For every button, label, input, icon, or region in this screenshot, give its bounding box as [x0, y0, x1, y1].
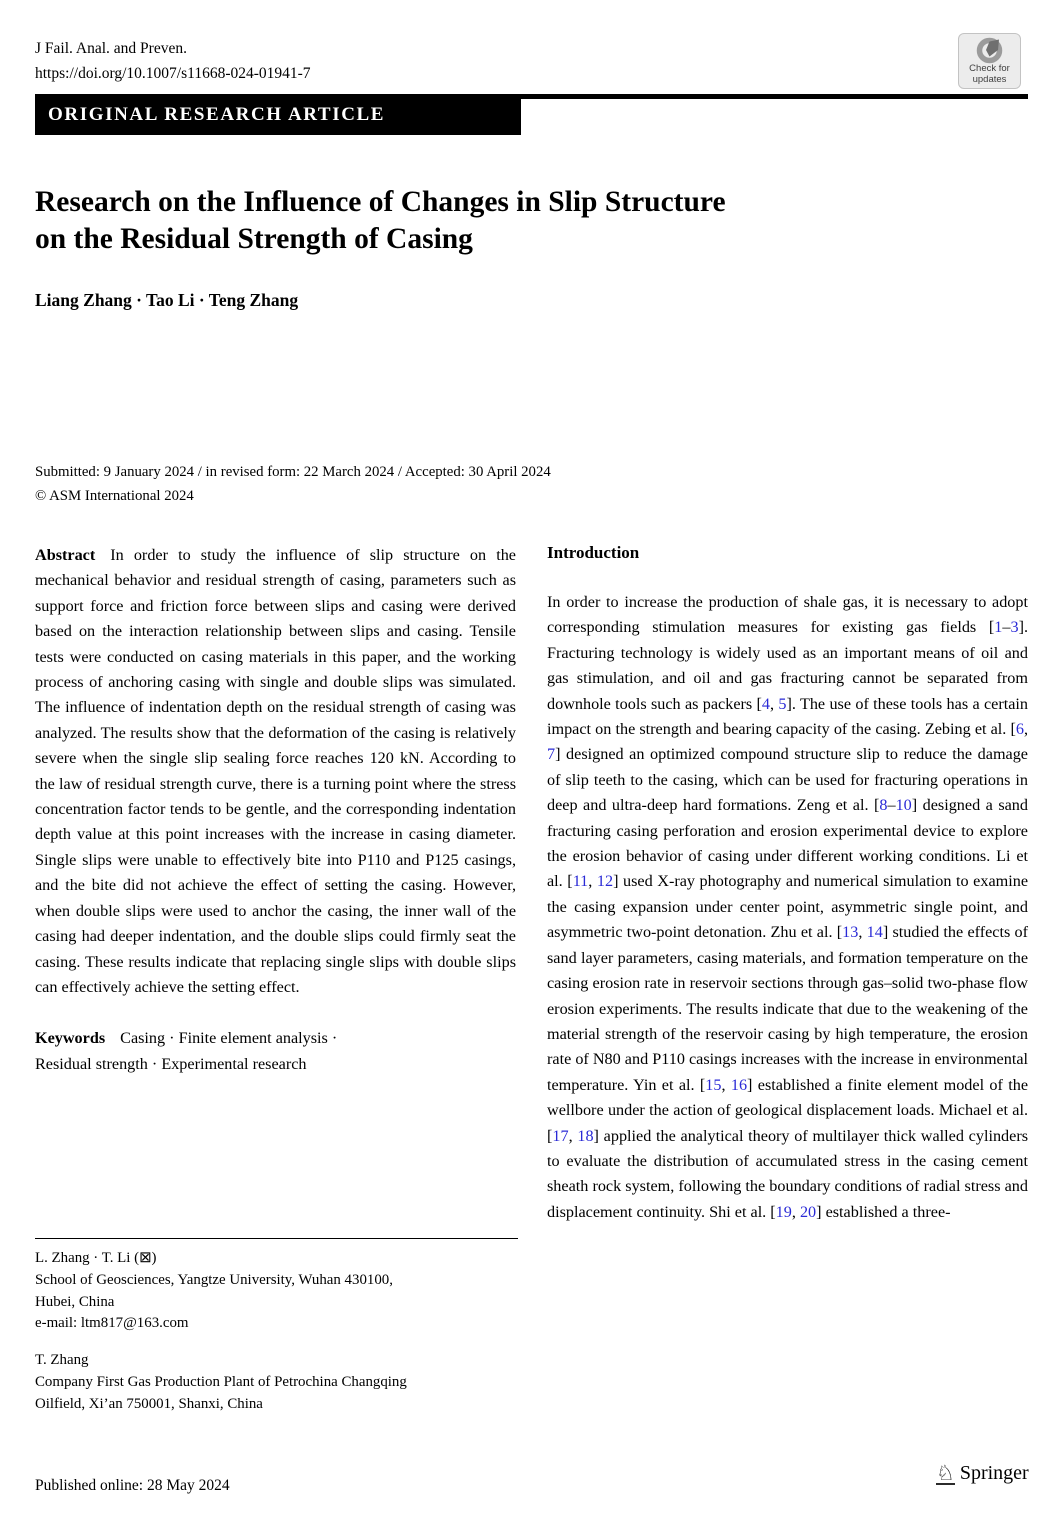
springer-wordmark: Springer — [959, 1462, 1029, 1484]
citation-link[interactable]: 13 — [842, 923, 859, 942]
title-line-1: Research on the Influence of Changes in Slip Structure — [35, 186, 726, 218]
citation-link[interactable]: 14 — [866, 923, 883, 942]
second-author: T. Zhang — [35, 1352, 89, 1369]
affiliation-1-line-2: Hubei, China — [35, 1293, 115, 1310]
left-column — [35, 543, 516, 1225]
footnotes-block — [35, 1238, 518, 1416]
copyright-line: © ASM International 2024 — [35, 488, 194, 504]
citation-link[interactable]: 16 — [730, 1075, 748, 1094]
article-type-banner — [35, 94, 521, 135]
second-author-note — [35, 1350, 518, 1415]
springer-knight-icon: ♘ — [936, 1460, 955, 1485]
citation-link[interactable]: 18 — [577, 1126, 594, 1145]
citation-link[interactable]: 7 — [547, 745, 556, 764]
citation-link[interactable]: 15 — [705, 1075, 722, 1094]
keywords-line-1: Casing · Finite element analysis · — [120, 1029, 338, 1048]
abstract-heading: Abstract — [35, 546, 96, 564]
citation-link[interactable]: 19 — [775, 1202, 792, 1221]
affiliation-2-line-1: Company First Gas Production Plant of Petrochina Changqing — [35, 1373, 407, 1390]
citation-link[interactable]: 12 — [596, 872, 614, 891]
citation-link[interactable]: 1 — [994, 618, 1003, 637]
crossmark-label: Check for updates — [969, 63, 1010, 85]
citation-link[interactable]: 4 — [761, 694, 771, 713]
email-link[interactable]: e-mail: ltm817@163.com — [35, 1315, 189, 1332]
affiliation-2-line-2: Oilfield, Xi’an 750001, Shanxi, China — [35, 1395, 263, 1412]
citation-link[interactable]: 11 — [572, 872, 589, 891]
doi-link[interactable]: https://doi.org/10.1007/s11668-024-01941-7 — [35, 65, 311, 82]
right-column — [547, 543, 1028, 1225]
journal-title: J Fail. Anal. and Preven. — [35, 40, 187, 57]
article-title — [35, 184, 975, 258]
body-columns — [35, 543, 1028, 1225]
citation-link[interactable]: 10 — [895, 796, 912, 815]
authors-line: Liang Zhang · Tao Li · Teng Zhang — [35, 290, 299, 310]
keywords-section — [35, 1026, 516, 1077]
keywords-line-2: Residual strength · Experimental research — [35, 1054, 307, 1073]
keywords-heading: Keywords — [35, 1029, 106, 1048]
introduction-heading: Introduction — [547, 543, 640, 562]
article-type-label: ORIGINAL RESEARCH ARTICLE — [48, 103, 386, 125]
citation-link[interactable]: 6 — [1015, 720, 1024, 739]
citation-link[interactable]: 8 — [879, 796, 888, 815]
published-online: Published online: 28 May 2024 — [35, 1477, 230, 1494]
introduction-text: In order to increase the production of shale gas, it is necessary to adopt corresponding stimulation measures for existing gas fields [1–3]. Fracturing technology is widely used as an important means of oil and gas stimulation, and oil and gas fracturing cannot be separated from downhole tools such as packers [4, 5]. The use of these tools has a certain impact on the strength and bearing capacity of the casing. Zebing et al. [6, 7] designed an optimized compound structure slip to reduce the damage of slip teeth to the casing, which can be used for fracturing operations in deep and ultra-deep hard formations. Zeng et al. [8–10] designed a sand fracturing casing perforation and erosion experimental device to explore the erosion behavior of casing under different working conditions. Li et al. [11, 12] used X-ray photography and numerical simulation to examine the casing expansion under center point, asymmetric single point, and asymmetric two-point detonation. Zhu et al. [13, 14] studied the effects of sand layer parameters, casing materials, and formation temperature on the casing erosion rate in reservoir sections through gas–solid two-phase flow erosion experiments. The results indicate that due to the weakening of the material strength of the reservoir casing by high temperature, the erosion rate of N80 and P110 casings increases with the increase in environmental temperature. Yin et al. [15, 16] established a finite element model of the wellbore under the action of geological displacement loads. Michael et al. [17, 18] applied the analytical theory of multilayer thick walled cylinders to evaluate the distribution of accumulated stress in the casing cement sheath rock system, following the boundary conditions of radial stress and displacement continuity. Shi et al. [19, 20] established a three- — [547, 593, 1029, 1221]
check-for-updates-badge[interactable] — [958, 33, 1021, 89]
crossmark-icon — [976, 37, 1003, 64]
citation-link[interactable]: 20 — [799, 1202, 817, 1221]
submission-history — [35, 460, 551, 508]
citation-link[interactable]: 17 — [552, 1126, 569, 1145]
journal-header — [35, 36, 311, 86]
title-line-2: on the Residual Strength of Casing — [35, 223, 473, 255]
abstract-text: In order to study the influence of slip structure on the mechanical behavior and residual strength of casing, parameters such as support force and friction force between slips and casing were derived based on the interaction relationship between slips and casing. Tensile tests were conducted on casing materials in this paper, and the working process of anchoring casing with single and double slips was simulated. The influence of indentation depth on the residual strength of casing was analyzed. The results show that the deformation of the casing is relatively severe when the single slip sealing force reaches 120 kN. According to the law of residual strength curve, there is a turning point where the stress concentration factor tends to be gentle, and the corresponding indentation depth value at this point increases with the increase in casing diameter. Single slips were unable to effectively bite into P110 and P125 casings, and the bite did not achieve the effect of setting the casing. However, when double slips were used to anchor the casing, the inner wall of the casing had deeper indentation, and the double slips could firmly seat the casing. These results indicate that replacing single slips with double slips can effectively achieve the setting effect. — [35, 546, 516, 996]
history-dates: Submitted: 9 January 2024 / in revised form: 22 March 2024 / Accepted: 30 April 2024 — [35, 464, 551, 480]
correspondence-note — [35, 1248, 518, 1335]
affiliation-1-line-1: School of Geosciences, Yangtze University, Wuhan 430100, — [35, 1271, 393, 1288]
citation-link[interactable]: 5 — [778, 694, 787, 713]
citation-link[interactable]: 3 — [1010, 618, 1019, 637]
corresponding-authors: L. Zhang · T. Li (⊠) — [35, 1250, 157, 1266]
abstract-section — [35, 543, 516, 1000]
springer-logo — [936, 1462, 1029, 1485]
